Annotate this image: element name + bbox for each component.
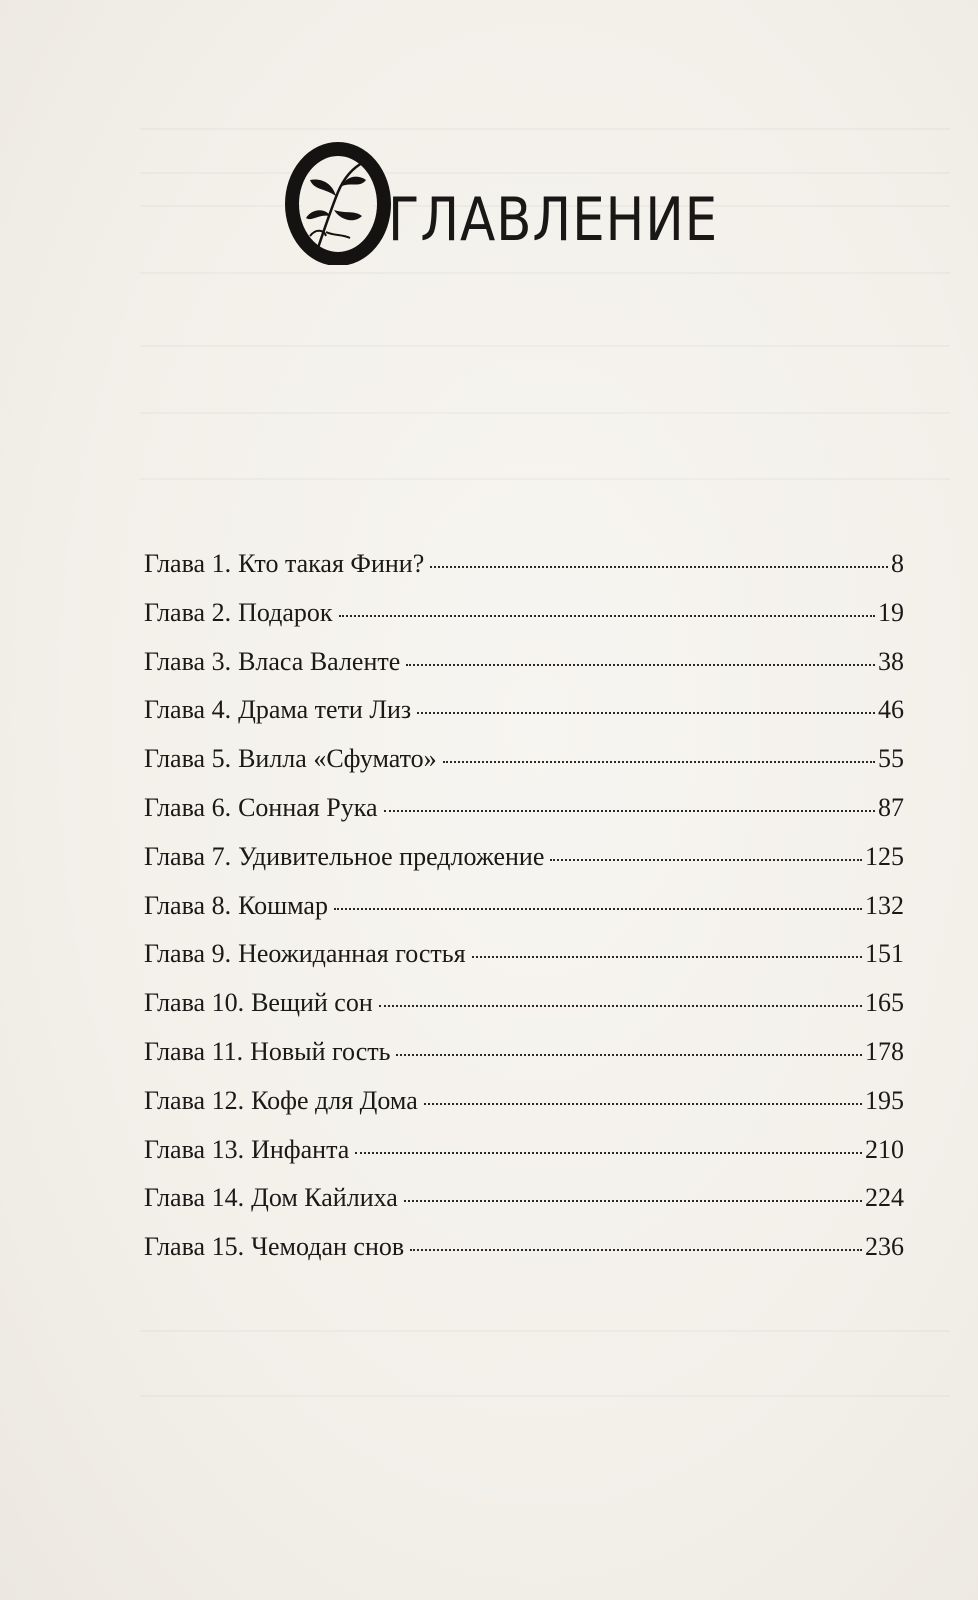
dot-leader <box>379 1005 862 1007</box>
chapter-number: Глава 13. <box>144 1134 245 1164</box>
chapter-title: Кофе для Дома <box>251 1085 418 1115</box>
page-heading <box>280 140 780 270</box>
bleed-through-line <box>140 478 950 480</box>
page-number: 151 <box>865 939 904 969</box>
chapter-title: Кошмар <box>238 890 328 920</box>
page-number: 55 <box>878 744 904 774</box>
dot-leader <box>410 1249 862 1251</box>
dot-leader <box>355 1152 862 1154</box>
dot-leader <box>339 615 875 617</box>
page-number: 8 <box>891 549 904 578</box>
dot-leader <box>430 566 888 568</box>
toc-entry <box>144 792 904 844</box>
toc-entry <box>144 646 904 698</box>
dot-leader <box>384 810 876 812</box>
dot-leader <box>406 664 875 666</box>
chapter-number: Глава 9. <box>144 939 232 969</box>
dot-leader <box>424 1103 862 1105</box>
chapter-title: Подарок <box>238 597 333 627</box>
page-number: 132 <box>865 890 904 920</box>
toc-entry <box>144 551 904 600</box>
chapter-title: Сонная Рука <box>238 792 378 822</box>
toc-entry <box>144 841 904 893</box>
dot-leader <box>334 908 862 910</box>
toc-entry <box>144 746 904 795</box>
chapter-number: Глава 5. <box>144 744 232 774</box>
chapter-title: Власа Валенте <box>238 646 401 676</box>
page-number: 38 <box>878 646 904 676</box>
toc-entry <box>144 890 904 942</box>
dot-leader <box>472 956 862 958</box>
dot-leader <box>404 1200 862 1202</box>
page-number: 165 <box>865 988 904 1018</box>
chapter-title: Новый гость <box>250 1036 391 1066</box>
chapter-number: Глава 1. <box>144 549 232 578</box>
heading-text: ГЛАВЛЕНИЕ <box>388 185 719 255</box>
chapter-title: Вилла «Сфумато» <box>238 744 437 774</box>
bleed-through-line <box>140 1330 950 1332</box>
chapter-number: Глава 4. <box>144 695 232 725</box>
dot-leader <box>550 859 862 861</box>
chapter-number: Глава 11. <box>144 1036 244 1066</box>
toc-entry <box>144 597 904 649</box>
page-number: 19 <box>878 597 904 627</box>
chapter-title: Дом Кайлиха <box>251 1183 398 1213</box>
toc-entry <box>144 697 904 746</box>
chapter-number: Глава 3. <box>144 646 232 676</box>
dot-leader <box>396 1054 862 1056</box>
toc-entry <box>144 1134 904 1186</box>
chapter-number: Глава 15. <box>144 1232 245 1262</box>
toc-entry <box>144 1036 904 1088</box>
toc-entry <box>144 1234 904 1283</box>
chapter-title: Драма тети Лиз <box>238 695 412 725</box>
chapter-number: Глава 10. <box>144 988 245 1018</box>
bleed-through-line <box>140 412 950 414</box>
chapter-number: Глава 12. <box>144 1085 245 1115</box>
chapter-title: Чемодан снов <box>251 1232 405 1262</box>
page-number: 46 <box>878 695 904 725</box>
toc-entry <box>144 1185 904 1234</box>
page-number: 210 <box>865 1134 904 1164</box>
chapter-title: Кто такая Фини? <box>238 549 425 578</box>
dot-leader <box>443 761 875 763</box>
chapter-number: Глава 14. <box>144 1183 245 1213</box>
page-number: 178 <box>865 1036 904 1066</box>
bleed-through-line <box>140 345 950 347</box>
page-number: 87 <box>878 792 904 822</box>
chapter-number: Глава 6. <box>144 792 232 822</box>
toc-entry <box>144 990 904 1039</box>
chapter-number: Глава 8. <box>144 890 232 920</box>
bleed-through-line <box>140 272 950 274</box>
page-number: 125 <box>865 841 904 871</box>
dot-leader <box>417 712 875 714</box>
chapter-number: Глава 2. <box>144 597 232 627</box>
chapter-title: Удивительное предложение <box>238 841 545 871</box>
page-number: 224 <box>865 1183 904 1213</box>
ornamental-drop-cap-icon <box>280 140 400 265</box>
page-number: 195 <box>865 1085 904 1115</box>
toc-entry <box>144 941 904 990</box>
page-number: 236 <box>865 1232 904 1262</box>
chapter-title: Инфанта <box>251 1134 350 1164</box>
bleed-through-line <box>140 1395 950 1397</box>
chapter-number: Глава 7. <box>144 841 232 871</box>
table-of-contents <box>144 551 904 1283</box>
chapter-title: Неожиданная гостья <box>238 939 466 969</box>
toc-entry <box>144 1085 904 1137</box>
chapter-title: Вещий сон <box>251 988 373 1018</box>
bleed-through-line <box>140 128 950 130</box>
